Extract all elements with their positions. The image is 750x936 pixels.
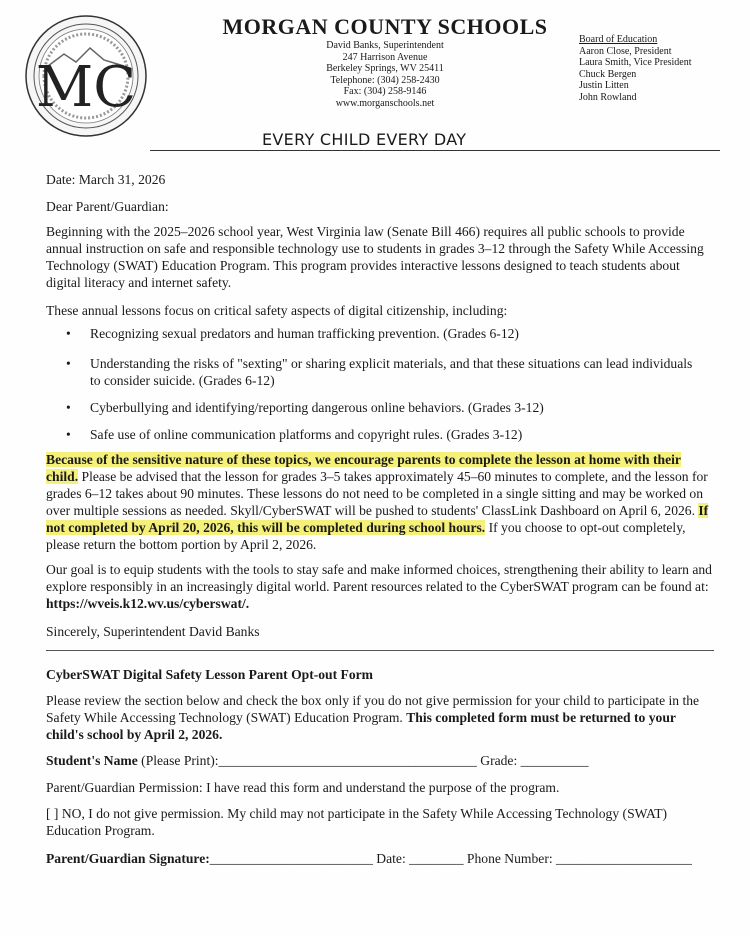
goal-paragraph	[46, 561, 716, 612]
signature-label: Parent/Guardian Signature:	[46, 851, 210, 866]
fax-line: Fax: (304) 258-9146	[343, 86, 427, 97]
address-line: 247 Harrison Avenue	[342, 51, 428, 63]
superintendent-line: David Banks, Superintendent	[326, 40, 444, 51]
board-member: John Rowland	[579, 91, 637, 103]
logo-monogram: MC	[35, 55, 137, 120]
school-logo	[24, 14, 148, 138]
form-title: CyberSWAT Digital Safety Lesson Parent Opt-out Form	[46, 667, 373, 682]
board-member: Justin Litten	[579, 80, 629, 91]
lessons-intro: These annual lessons focus on critical safety aspects of digital citizenship, including:	[46, 303, 508, 318]
student-name-row	[46, 752, 716, 769]
student-name-field[interactable]: (Please Print):______________________________________	[137, 753, 481, 768]
list-item-text: Recognizing sexual predators and human trafficking prevention. (Grades 6-12)	[90, 326, 519, 341]
letter-date: Date: March 31, 2026	[46, 172, 166, 187]
completion-paragraph	[46, 451, 716, 553]
district-title: MORGAN COUNTY SCHOOLS	[222, 14, 548, 39]
board-member: Chuck Bergen	[579, 68, 637, 80]
highlight-deadline: If not completed by April 20, 2026, this will be completed during school hours.	[46, 503, 709, 535]
grade-field[interactable]: Grade: __________	[480, 753, 589, 768]
signature-field[interactable]: ________________________	[209, 851, 373, 866]
highlight-encourage: Because of the sensitive nature of these topics, we encourage parents to complete the lesson at home with their child.	[46, 452, 681, 484]
list-item-text: Understanding the risks of "sexting" or sharing explicit materials, and that these situations can lead individuals to consider suicide. (Grades 6-12)	[90, 356, 693, 388]
intro-paragraph: Beginning with the 2025–2026 school year, West Virginia law (Senate Bill 466) requires all public schools to provide annual instruction on safe and responsible technology use to students in grades 3–12 through the Safety While Accessing Technology (SWAT) Education Program. This program provides interactive lessons designed to teach students about digital literacy and internet safety.	[46, 224, 704, 290]
board-of-education	[579, 34, 739, 103]
website-line: www.morganschools.net	[335, 97, 435, 109]
city-line: Berkeley Springs, WV 25411	[326, 63, 444, 74]
board-member: Aaron Close, President	[579, 45, 672, 57]
date-field[interactable]: Date: ________	[372, 851, 467, 866]
form-return-deadline: This completed form must be returned to your child's school by April 2, 2026.	[46, 710, 676, 742]
resources-link[interactable]: https://wveis.k12.wv.us/cyberswat/.	[46, 596, 250, 611]
opt-out-checkbox-statement[interactable]: [ ] NO, I do not give permission. My child may not participate in the Safety While Accessing Technology (SWAT) Education Program.	[46, 806, 668, 838]
goal-text: Our goal is to equip students with the tools to stay safe and make informed choices, strengthening their ability to learn and explore responsibly in an increasingly digital world. Parent resources related to the CyberSWAT program can be found at:	[46, 562, 712, 594]
list-item-text: Cyberbullying and identifying/reporting dangerous online behaviors. (Grades 3-12)	[90, 400, 544, 415]
board-member: Laura Smith, Vice President	[579, 57, 692, 68]
board-title: Board of Education	[579, 34, 658, 45]
telephone-line: Telephone: (304) 258-2430	[330, 74, 440, 86]
student-name-label: Student's Name	[46, 753, 138, 768]
form-divider	[46, 650, 714, 651]
greeting: Dear Parent/Guardian:	[46, 199, 169, 214]
lesson-duration-text: Please be advised that the lesson for grades 3–5 takes approximately 45–60 minutes to complete, and the lesson for grades 6–12 takes about 90 minutes. These lessons do not need to be completed in a single sitting and may be worked on over multiple sessions as needed. Skyll/CyberSWAT will be pushed to students' ClassLink Dashboard on April 6, 2026.	[46, 469, 708, 518]
letterhead	[200, 14, 570, 109]
list-item-text: Safe use of online communication platforms and copyright rules. (Grades 3-12)	[90, 427, 523, 442]
closing: Sincerely, Superintendent David Banks	[46, 624, 260, 639]
motto: EVERY CHILD EVERY DAY	[262, 130, 467, 149]
permission-statement: Parent/Guardian Permission: I have read this form and understand the purpose of the program.	[46, 780, 560, 795]
form-instructions	[46, 692, 716, 743]
signature-row	[46, 850, 716, 867]
opt-out-note: If you choose to opt-out completely, please return the bottom portion by April 2, 2026.	[46, 520, 686, 552]
phone-field[interactable]: Phone Number: ____________________	[466, 851, 692, 866]
form-instructions-text: Please review the section below and check the box only if you do not give permission for your child to participate in the Safety While Accessing Technology (SWAT) Education Program.	[46, 693, 700, 725]
header-rule	[150, 150, 720, 151]
